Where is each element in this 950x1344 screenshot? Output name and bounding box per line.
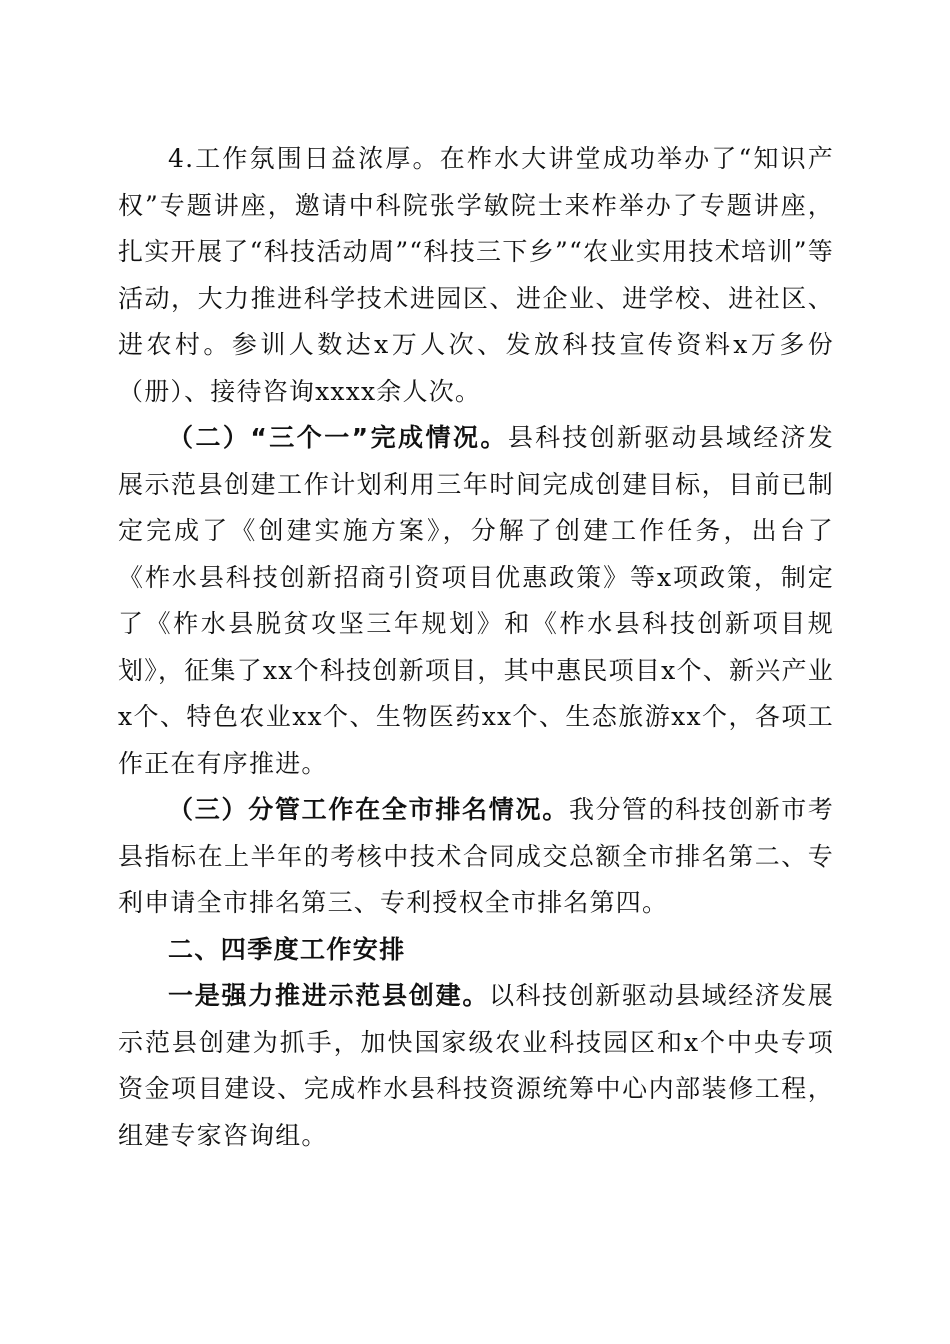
paragraph-text: 以科技创新驱动县域经济发展示范县创建为抓手，加快国家级农业科技园区和x个中央专项资金项目建设、完成柞水县科技资源统筹中心内部装修工程，组建专家咨询组。 [118,981,834,1150]
paragraph-demo-county [118,973,834,1159]
section-heading: 二、四季度工作安排 [168,934,406,964]
paragraph-lead: （三）分管工作在全市排名情况。 [168,795,569,824]
document-body [118,136,834,1159]
paragraph-lead: （二）“三个一”完成情况。 [168,423,508,452]
paragraph-ranking [118,787,834,927]
paragraph-text: 我分管的科技创新市考县指标在上半年的考核中技术合同成交总额全市排名第二、专利申请全市排名第三、专利授权全市排名第四。 [118,795,834,917]
paragraph-three-ones [118,415,834,787]
paragraph-text: 县科技创新驱动县域经济发展示范县创建工作计划利用三年时间完成创建目标，目前已制定完成了《创建实施方案》，分解了创建工作任务，出台了《柞水县科技创新招商引资项目优惠政策》等x项政策，制定了《柞水县脱贫攻坚三年规划》和《柞水县科技创新项目规划》，征集了xx个科技创新项目，其中惠民项目x个、新兴产业x个、特色农业xx个、生物医药xx个、生态旅游xx个，各项工作正在有序推进。 [118,423,835,778]
paragraph-lead: 一是强力推进示范县创建。 [168,981,490,1010]
paragraph-text: 4.工作氛围日益浓厚。在柞水大讲堂成功举办了“知识产权”专题讲座，邀请中科院张学敏院士来柞举办了专题讲座，扎实开展了“科技活动周”“科技三下乡”“农业实用技术培训”等活动，大力推进科学技术进园区、进企业、进学校、进社区、进农村。参训人数达x万人次、发放科技宣传资料x万多份（册）、接待咨询xxxx余人次。 [118,144,834,406]
paragraph-work-atmosphere [118,136,834,415]
